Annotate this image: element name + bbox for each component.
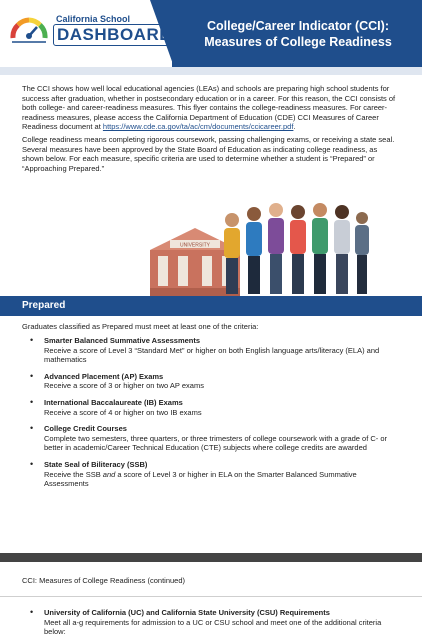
criterion-description-start: Receive the SSB (44, 469, 103, 479)
list-item (30, 424, 400, 453)
criterion-description: Complete two semesters, three quarters, or three trimesters of college coursework with a grade of C- or better in academic/Career Technical Education (CTE) subjects where college credits are awarded (44, 433, 388, 453)
list-item (30, 398, 400, 417)
intro-paragraph-1-end: . (293, 122, 296, 132)
list-item (30, 460, 400, 489)
student-figure (355, 212, 369, 294)
page-title-line-1: College/Career Indicator (CCI): (207, 19, 389, 33)
student-figure (290, 205, 306, 294)
dashboard-gauge-logo-icon (10, 12, 48, 44)
bullet-icon: • (30, 396, 34, 407)
criterion-description (44, 470, 357, 489)
continued-page-heading: CCI: Measures of College Readiness (continued) (22, 576, 185, 585)
bullet-icon: • (30, 370, 34, 381)
continued-heading-rule (0, 596, 422, 597)
list-item (30, 336, 400, 365)
criterion-description: Receive a score of Level 3 “Standard Met” or higher on both English language arts/literacy (ELA) and mathematics (44, 345, 380, 365)
list-item (30, 608, 400, 637)
logo-subtitle: California School (56, 14, 131, 24)
bullet-icon: • (30, 458, 34, 469)
students-university-illustration (150, 198, 370, 296)
criterion-title: International Baccalaureate (IB) Exams (44, 397, 183, 407)
career-readiness-document-link[interactable]: https://www.cde.ca.gov/ta/ac/cm/documents/ccicareer.pdf (102, 122, 294, 132)
criterion-description: Receive a score of 4 or higher on two IB exams (44, 407, 202, 417)
criterion-title: University of California (UC) and California State University (CSU) Requirements (44, 608, 330, 617)
page-header (0, 0, 422, 67)
prepared-section-header (0, 296, 422, 316)
bullet-icon: • (30, 607, 34, 617)
criterion-title: College Credit Courses (44, 424, 127, 434)
prepared-heading: Prepared (22, 300, 66, 311)
page-title (182, 18, 414, 50)
prepared-criteria-list (30, 336, 400, 496)
intro-paragraph-2: College readiness means completing rigorous coursework, passing challenging exams, or receiving a state seal. Several measures have been approved by the State Board of Education as indicating college readiness, as shown below. For each measure, specific criteria are used to determine whether a student is “Prepared” or “Approaching Prepared.” (22, 134, 395, 173)
header-divider-band (0, 67, 422, 75)
criterion-description-end: a score of Level 3 or higher in ELA on the Smarter Balanced Summative Assessments (44, 469, 357, 489)
university-sign: UNIVERSITY (179, 242, 211, 249)
criterion-title: State Seal of Biliteracy (SSB) (44, 459, 148, 469)
criterion-description: Meet all a-g requirements for admission to a UC or CSU school and meet one of the additional criteria below: (44, 617, 382, 637)
criterion-title: Advanced Placement (AP) Exams (44, 371, 164, 381)
list-item (30, 372, 400, 391)
criterion-title: Smarter Balanced Summative Assessments (44, 336, 201, 345)
student-figure (268, 203, 284, 294)
bullet-icon: • (30, 335, 34, 345)
intro-paragraph-1-text: The CCI shows how well local educational agencies (LEAs) and schools are preparing high school students for success after graduation, whether in postsecondary education or in a career. For this reason, the CCI consists of both college- and career-readiness measures. This flyer contains the college-readiness measures. For career-readiness measures, please access the California Department of Education (CDE) CCI Measures of Career Readiness document at (22, 84, 396, 132)
student-figure (246, 207, 262, 294)
criterion-description: Receive a score of 3 or higher on two AP exams (44, 381, 204, 391)
student-figure (224, 213, 240, 294)
bullet-icon: • (30, 423, 34, 434)
header-wedge (150, 0, 174, 67)
continued-criteria-list (30, 608, 400, 637)
page-title-line-2: Measures of College Readiness (204, 35, 392, 49)
intro-paragraph-1 (22, 84, 400, 132)
logo-wordmark: DASHBOARD (53, 24, 176, 46)
prepared-lead-text: Graduates classified as Prepared must meet at least one of the criteria: (22, 322, 259, 331)
intro-section (22, 84, 400, 176)
page-break-divider (0, 553, 422, 562)
student-figure (334, 205, 350, 294)
criterion-description-emphasis: and (102, 469, 116, 479)
student-figure (312, 203, 328, 294)
